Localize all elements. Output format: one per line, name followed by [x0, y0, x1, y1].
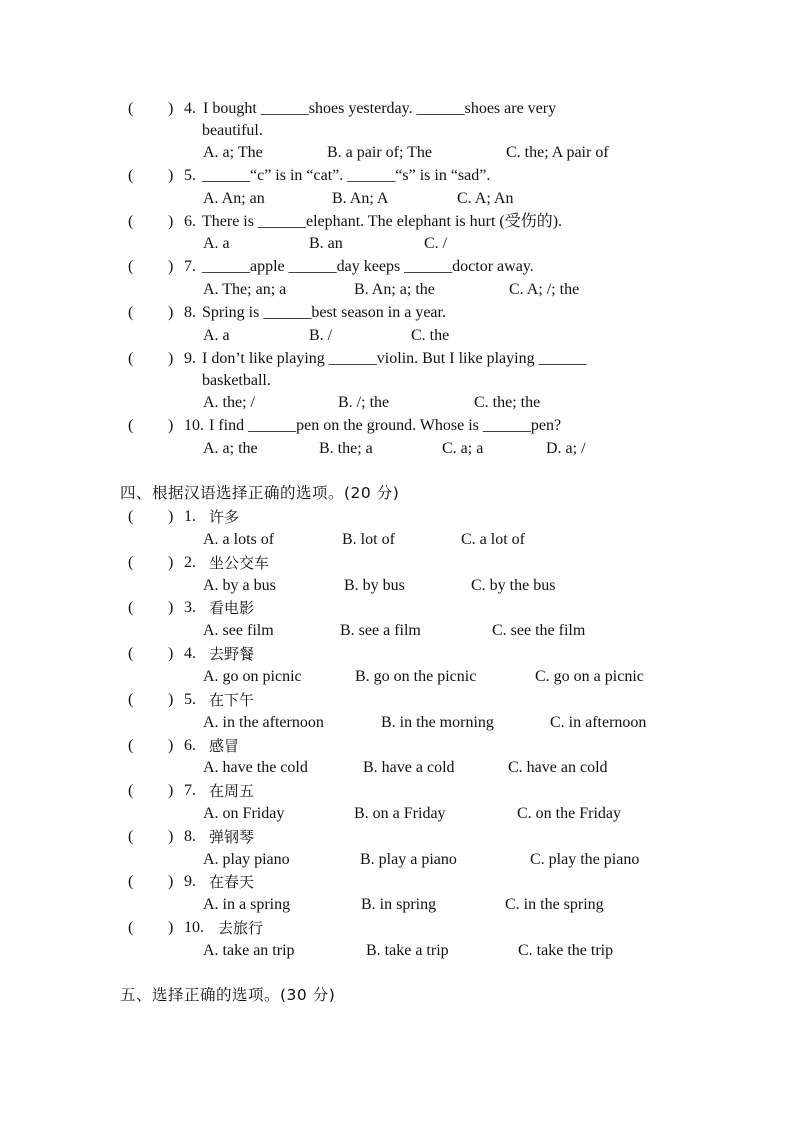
option-c: C. in afternoon	[550, 714, 647, 731]
answer-paren-close: )	[168, 691, 174, 708]
question-number: 6.	[184, 213, 196, 230]
option-a: A. An; an	[203, 190, 265, 207]
option-b: B. an	[309, 235, 343, 252]
option-a: A. take an trip	[203, 942, 295, 959]
options-row	[0, 803, 794, 825]
answer-paren-open: (	[128, 554, 134, 571]
question-text: I bought ______shoes yesterday. ______shoes are very	[203, 100, 557, 117]
section-4-heading-row	[0, 482, 794, 504]
options-row	[0, 233, 794, 255]
question-row	[0, 165, 794, 187]
options-row	[0, 940, 794, 962]
question-number: 2.	[184, 554, 196, 571]
answer-paren-open: (	[128, 919, 134, 936]
option-a: A. see film	[203, 622, 274, 639]
options-row	[0, 438, 794, 460]
answer-paren-open: (	[128, 691, 134, 708]
question-row	[0, 98, 794, 120]
answer-paren-close: )	[168, 599, 174, 616]
option-a: A. play piano	[203, 851, 290, 868]
question-number: 4.	[184, 645, 196, 662]
question-number: 4.	[184, 100, 196, 117]
answer-paren-close: )	[168, 508, 174, 525]
answer-paren-close: )	[168, 919, 174, 936]
question-number: 7.	[184, 258, 196, 275]
section-heading: 四、根据汉语选择正确的选项。(20 分)	[120, 484, 400, 502]
question-row	[0, 826, 794, 848]
question-row	[0, 735, 794, 757]
question-number: 9.	[184, 350, 196, 367]
question-row	[0, 871, 794, 893]
option-c: C. a lot of	[461, 531, 525, 548]
question-text: 弹钢琴	[209, 828, 255, 846]
question-text: ______“c” is in “cat”. ______“s” is in “sad”.	[202, 167, 491, 184]
option-c: C. the; A pair of	[506, 144, 609, 161]
option-c: C. by the bus	[471, 577, 556, 594]
option-c: C. /	[424, 235, 448, 252]
question-row	[0, 256, 794, 278]
answer-paren-open: (	[128, 828, 134, 845]
option-a: A. a lots of	[203, 531, 275, 548]
question-row	[0, 597, 794, 619]
options-row	[0, 757, 794, 779]
answer-paren-open: (	[128, 304, 134, 321]
option-a: A. The; an; a	[203, 281, 287, 298]
question-row	[0, 780, 794, 802]
answer-paren-open: (	[128, 213, 134, 230]
answer-paren-close: )	[168, 213, 174, 230]
options-row	[0, 620, 794, 642]
answer-paren-open: (	[128, 873, 134, 890]
option-c: C. see the film	[492, 622, 586, 639]
option-a: A. go on picnic	[203, 668, 302, 685]
option-c: C. go on a picnic	[535, 668, 644, 685]
question-text: 在春天	[209, 873, 255, 891]
answer-paren-open: (	[128, 258, 134, 275]
option-b: B. /; the	[338, 394, 390, 411]
options-row	[0, 712, 794, 734]
option-c: C. a; a	[442, 440, 484, 457]
question-number: 8.	[184, 304, 196, 321]
option-a: A. the; /	[203, 394, 255, 411]
question-row	[0, 415, 794, 437]
question-number: 10.	[184, 417, 204, 434]
option-b: B. a pair of; The	[327, 144, 433, 161]
option-b: B. in the morning	[381, 714, 494, 731]
options-row	[0, 188, 794, 210]
question-text-cont: beautiful.	[202, 122, 263, 139]
question-number: 10.	[184, 919, 204, 936]
options-row	[0, 666, 794, 688]
section-5-heading-row	[0, 984, 794, 1006]
answer-paren-close: )	[168, 828, 174, 845]
question-row	[0, 348, 794, 370]
option-a: A. on Friday	[203, 805, 285, 822]
question-row	[0, 643, 794, 665]
answer-paren-open: (	[128, 737, 134, 754]
section-heading: 五、选择正确的选项。(30 分)	[120, 986, 336, 1004]
option-a: A. in the afternoon	[203, 714, 324, 731]
question-number: 3.	[184, 599, 196, 616]
option-b: B. the; a	[319, 440, 373, 457]
answer-paren-close: )	[168, 873, 174, 890]
option-b: B. An; A	[332, 190, 389, 207]
question-continuation	[0, 370, 794, 392]
option-c: C. in the spring	[505, 896, 604, 913]
question-text: 看电影	[209, 599, 255, 617]
answer-paren-close: )	[168, 167, 174, 184]
option-a: A. have the cold	[203, 759, 308, 776]
question-text: 在周五	[209, 782, 255, 800]
option-c: C. A; An	[457, 190, 514, 207]
option-c: C. the; the	[474, 394, 541, 411]
question-row	[0, 917, 794, 939]
question-text: Spring is ______best season in a year.	[202, 304, 446, 321]
question-text: 在下午	[209, 691, 255, 709]
question-text: 许多	[209, 508, 240, 526]
answer-paren-close: )	[168, 350, 174, 367]
answer-paren-close: )	[168, 100, 174, 117]
answer-paren-open: (	[128, 350, 134, 367]
options-row	[0, 849, 794, 871]
option-b: B. /	[309, 327, 333, 344]
question-text: I don’t like playing ______violin. But I like playing ______	[202, 350, 587, 367]
option-d: D. a; /	[546, 440, 586, 457]
answer-paren-open: (	[128, 782, 134, 799]
option-b: B. lot of	[342, 531, 395, 548]
answer-paren-close: )	[168, 417, 174, 434]
answer-paren-close: )	[168, 737, 174, 754]
question-text-cont: basketball.	[202, 372, 271, 389]
answer-paren-open: (	[128, 417, 134, 434]
question-text: ______apple ______day keeps ______doctor away.	[202, 258, 534, 275]
options-row	[0, 279, 794, 301]
option-c: C. have an cold	[508, 759, 608, 776]
option-b: B. by bus	[344, 577, 405, 594]
option-c: C. play the piano	[530, 851, 640, 868]
question-number: 8.	[184, 828, 196, 845]
option-b: B. go on the picnic	[355, 668, 477, 685]
question-text: 感冒	[209, 737, 240, 755]
option-b: B. on a Friday	[354, 805, 446, 822]
options-row	[0, 575, 794, 597]
question-number: 6.	[184, 737, 196, 754]
options-row	[0, 894, 794, 916]
option-c: C. take the trip	[518, 942, 614, 959]
answer-paren-close: )	[168, 258, 174, 275]
option-b: B. An; a; the	[354, 281, 435, 298]
question-number: 1.	[184, 508, 196, 525]
option-b: B. in spring	[361, 896, 437, 913]
question-number: 5.	[184, 167, 196, 184]
question-row	[0, 211, 794, 233]
options-row	[0, 325, 794, 347]
question-number: 5.	[184, 691, 196, 708]
answer-paren-open: (	[128, 599, 134, 616]
answer-paren-close: )	[168, 304, 174, 321]
option-a: A. a	[203, 235, 230, 252]
question-continuation	[0, 120, 794, 142]
question-row	[0, 302, 794, 324]
option-b: B. take a trip	[366, 942, 449, 959]
option-c: C. A; /; the	[509, 281, 580, 298]
option-b: B. see a film	[340, 622, 421, 639]
option-a: A. a	[203, 327, 230, 344]
option-a: A. by a bus	[203, 577, 276, 594]
answer-paren-open: (	[128, 100, 134, 117]
answer-paren-close: )	[168, 782, 174, 799]
answer-paren-close: )	[168, 554, 174, 571]
question-text: 坐公交车	[209, 554, 270, 572]
option-a: A. a; The	[203, 144, 263, 161]
question-number: 9.	[184, 873, 196, 890]
question-number: 7.	[184, 782, 196, 799]
answer-paren-open: (	[128, 645, 134, 662]
answer-paren-close: )	[168, 645, 174, 662]
question-text: I find ______pen on the ground. Whose is ______pen?	[209, 417, 562, 434]
option-a: A. a; the	[203, 440, 258, 457]
question-text: 去旅行	[218, 919, 264, 937]
question-row	[0, 552, 794, 574]
question-row	[0, 689, 794, 711]
option-c: C. the	[411, 327, 450, 344]
option-b: B. play a piano	[360, 851, 457, 868]
option-c: C. on the Friday	[517, 805, 621, 822]
answer-paren-open: (	[128, 508, 134, 525]
options-row	[0, 142, 794, 164]
options-row	[0, 392, 794, 414]
question-row	[0, 506, 794, 528]
option-a: A. in a spring	[203, 896, 291, 913]
option-b: B. have a cold	[363, 759, 455, 776]
options-row	[0, 529, 794, 551]
question-text: 去野餐	[209, 645, 255, 663]
answer-paren-open: (	[128, 167, 134, 184]
question-text: There is ______elephant. The elephant is hurt (受伤的).	[202, 213, 563, 230]
